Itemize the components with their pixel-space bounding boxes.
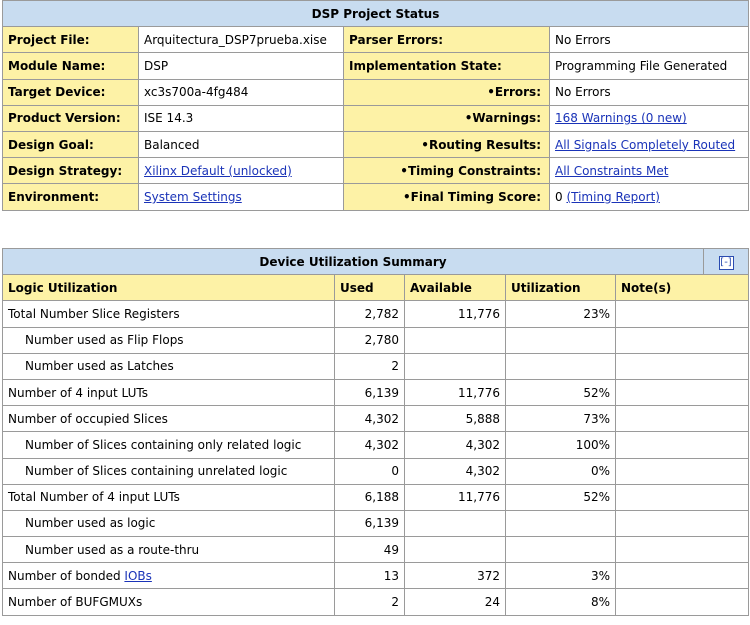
table-row — [3, 327, 749, 353]
row-available: 4,302 — [405, 432, 506, 458]
project-file-label: Project File: — [3, 27, 139, 53]
status-row — [3, 27, 749, 53]
table-row — [3, 379, 749, 405]
row-notes — [616, 327, 749, 353]
row-utilization: 100% — [506, 432, 616, 458]
row-utilization: 0% — [506, 458, 616, 484]
errors-label: •Errors: — [344, 79, 550, 105]
row-name: Number of Slices containing only related logic — [3, 432, 335, 458]
target-device-label: Target Device: — [3, 79, 139, 105]
row-used: 2,780 — [335, 327, 405, 353]
row-notes — [616, 563, 749, 589]
target-device-value: xc3s700a-4fg484 — [139, 79, 344, 105]
row-name: Total Number Slice Registers — [3, 301, 335, 327]
product-version-label: Product Version: — [3, 105, 139, 131]
row-name: Number used as a route-thru — [3, 537, 335, 563]
row-notes — [616, 432, 749, 458]
row-used: 2 — [335, 589, 405, 615]
row-used: 6,188 — [335, 484, 405, 510]
table-row — [3, 589, 749, 615]
warnings-link[interactable]: 168 Warnings (0 new) — [555, 111, 687, 126]
table-row — [3, 432, 749, 458]
row-available: 11,776 — [405, 484, 506, 510]
environment-label: Environment: — [3, 184, 139, 210]
timing-report-link[interactable]: (Timing Report) — [566, 189, 660, 204]
col-notes: Note(s) — [616, 275, 749, 301]
collapse-toggle-button[interactable]: [-] — [720, 256, 732, 268]
table-row — [3, 537, 749, 563]
design-strategy-label: Design Strategy: — [3, 158, 139, 184]
timing-constraints-link[interactable]: All Constraints Met — [555, 163, 669, 178]
design-goal-value: Balanced — [139, 131, 344, 157]
row-used: 4,302 — [335, 432, 405, 458]
row-name: Number of BUFGMUXs — [3, 589, 335, 615]
routing-results-label: •Routing Results: — [344, 131, 550, 157]
status-row — [3, 53, 749, 79]
row-used: 2,782 — [335, 301, 405, 327]
final-timing-score-label: •Final Timing Score: — [344, 184, 550, 210]
parser-errors-value: No Errors — [550, 27, 749, 53]
row-name: Number used as Latches — [3, 353, 335, 379]
table-row — [3, 406, 749, 432]
row-available: 4,302 — [405, 458, 506, 484]
status-row — [3, 79, 749, 105]
design-strategy-link[interactable]: Xilinx Default (unlocked) — [144, 163, 292, 178]
row-utilization — [506, 327, 616, 353]
table-row — [3, 563, 749, 589]
row-notes — [616, 406, 749, 432]
table-row — [3, 484, 749, 510]
row-notes — [616, 353, 749, 379]
project-status-title: DSP Project Status — [3, 1, 749, 27]
table-row — [3, 353, 749, 379]
utilization-header-row — [3, 275, 749, 301]
design-goal-label: Design Goal: — [3, 131, 139, 157]
implementation-state-value: Programming File Generated — [550, 53, 749, 79]
col-logic-utilization: Logic Utilization — [3, 275, 335, 301]
row-name: Total Number of 4 input LUTs — [3, 484, 335, 510]
row-used: 2 — [335, 353, 405, 379]
row-notes — [616, 484, 749, 510]
implementation-state-label: Implementation State: — [344, 53, 550, 79]
row-utilization: 8% — [506, 589, 616, 615]
row-available: 24 — [405, 589, 506, 615]
table-row — [3, 458, 749, 484]
row-notes — [616, 379, 749, 405]
row-notes — [616, 301, 749, 327]
col-utilization: Utilization — [506, 275, 616, 301]
row-used: 6,139 — [335, 379, 405, 405]
row-notes — [616, 458, 749, 484]
row-name: Number used as logic — [3, 510, 335, 536]
row-used: 0 — [335, 458, 405, 484]
row-used: 6,139 — [335, 510, 405, 536]
row-utilization — [506, 510, 616, 536]
status-row — [3, 105, 749, 131]
row-utilization: 52% — [506, 484, 616, 510]
row-utilization: 52% — [506, 379, 616, 405]
row-available — [405, 327, 506, 353]
row-used: 13 — [335, 563, 405, 589]
row-utilization — [506, 537, 616, 563]
row-notes — [616, 589, 749, 615]
project-file-value: Arquitectura_DSP7prueba.xise — [139, 27, 344, 53]
timing-constraints-label: •Timing Constraints: — [344, 158, 550, 184]
device-utilization-table — [2, 248, 749, 616]
row-used: 49 — [335, 537, 405, 563]
row-name: Number of Slices containing unrelated logic — [3, 458, 335, 484]
errors-value: No Errors — [550, 79, 749, 105]
row-available — [405, 537, 506, 563]
module-name-value: DSP — [139, 53, 344, 79]
row-name-prefix: Number of bonded — [8, 568, 125, 583]
col-available: Available — [405, 275, 506, 301]
row-available: 11,776 — [405, 379, 506, 405]
warnings-label: •Warnings: — [344, 105, 550, 131]
row-available: 372 — [405, 563, 506, 589]
row-name: Number of 4 input LUTs — [3, 379, 335, 405]
row-utilization: 73% — [506, 406, 616, 432]
row-utilization: 3% — [506, 563, 616, 589]
row-available: 5,888 — [405, 406, 506, 432]
status-row — [3, 158, 749, 184]
parser-errors-label: Parser Errors: — [344, 27, 550, 53]
routing-results-link[interactable]: All Signals Completely Routed — [555, 137, 736, 152]
module-name-label: Module Name: — [3, 53, 139, 79]
project-status-table — [2, 0, 749, 211]
row-used: 4,302 — [335, 406, 405, 432]
row-utilization: 23% — [506, 301, 616, 327]
utilization-title: Device Utilization Summary — [3, 249, 704, 275]
iobs-link[interactable]: IOBs — [124, 568, 152, 583]
status-row — [3, 184, 749, 210]
table-row — [3, 510, 749, 536]
status-row — [3, 131, 749, 157]
row-name: Number used as Flip Flops — [3, 327, 335, 353]
row-utilization — [506, 353, 616, 379]
final-timing-score-value: 0 — [555, 189, 567, 204]
col-used: Used — [335, 275, 405, 301]
row-name — [3, 563, 335, 589]
row-available — [405, 353, 506, 379]
environment-link[interactable]: System Settings — [144, 189, 242, 204]
row-name: Number of occupied Slices — [3, 406, 335, 432]
table-row — [3, 301, 749, 327]
row-available — [405, 510, 506, 536]
row-available: 11,776 — [405, 301, 506, 327]
product-version-value: ISE 14.3 — [139, 105, 344, 131]
row-notes — [616, 510, 749, 536]
row-notes — [616, 537, 749, 563]
